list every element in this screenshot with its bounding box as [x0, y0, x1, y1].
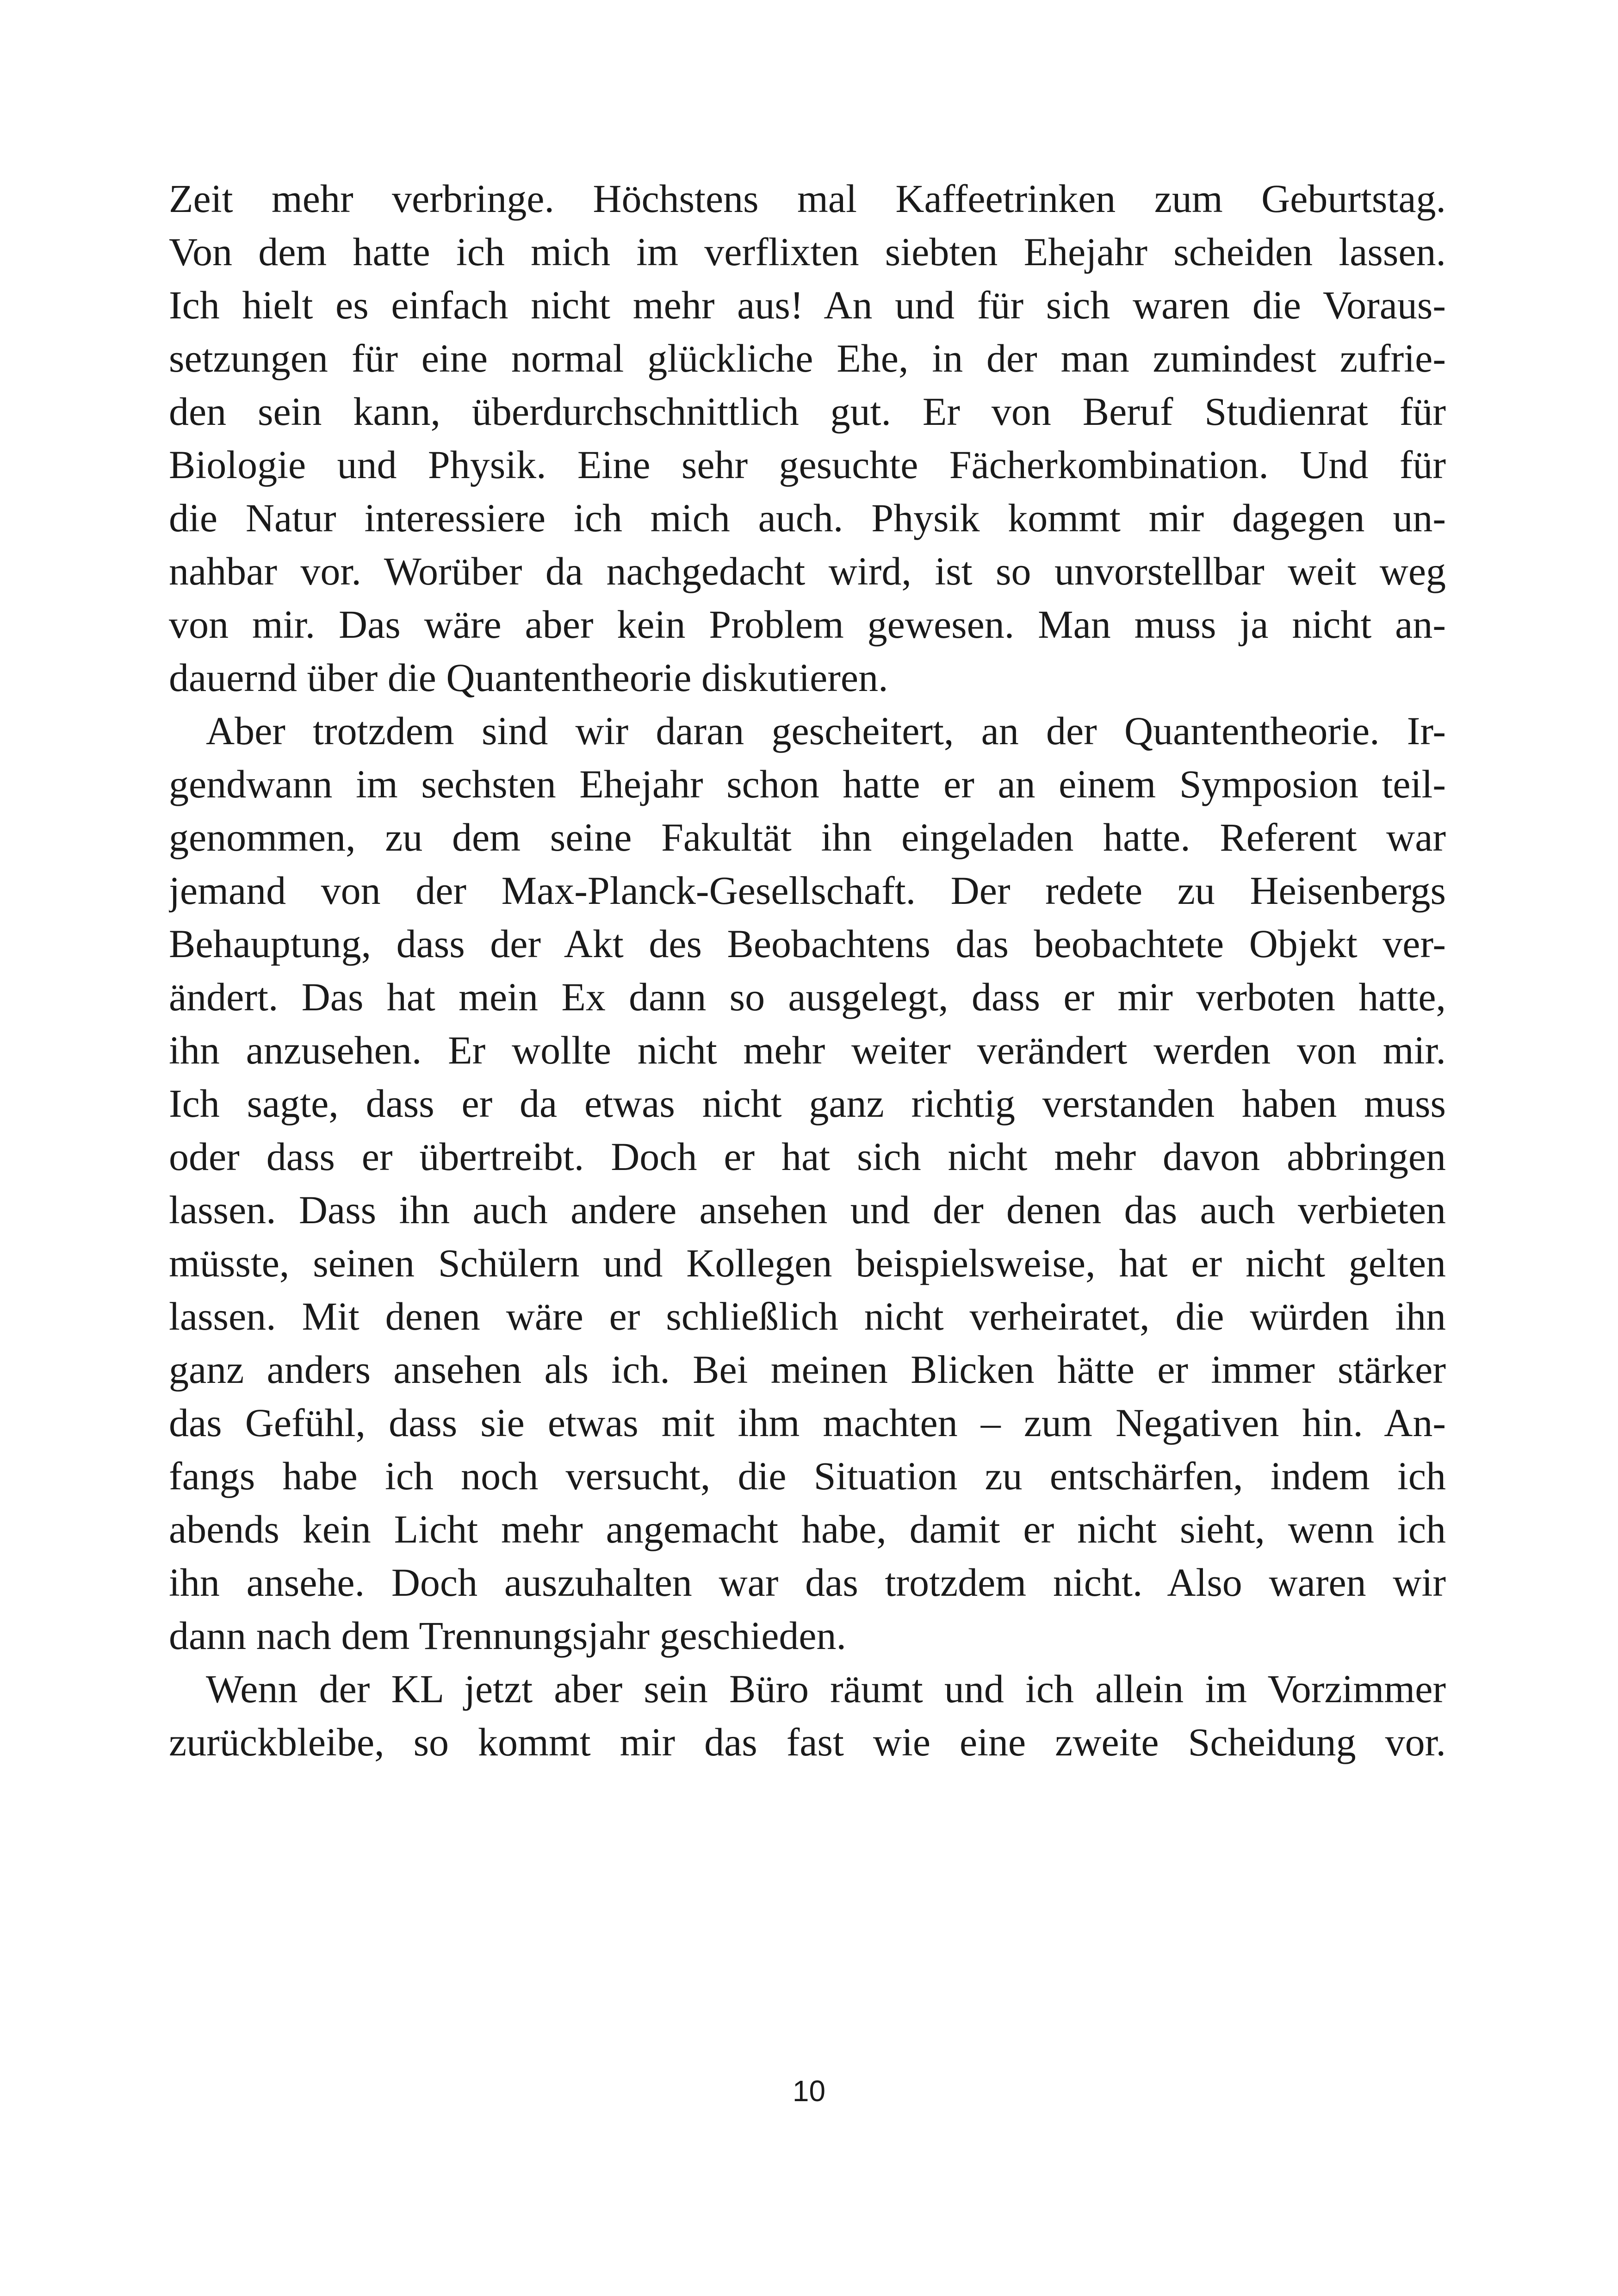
text-line: Ich hielt es einfach nicht mehr aus! An und für sich waren die Voraus-: [169, 283, 1446, 327]
text-line: abends kein Licht mehr angemacht habe, damit er nicht sieht, wenn ich: [169, 1507, 1446, 1551]
text-line: Ich sagte, dass er da etwas nicht ganz richtig verstanden haben muss: [169, 1081, 1446, 1126]
text-line: setzungen für eine normal glückliche Ehe, in der man zumindest zufrie-: [169, 336, 1446, 380]
text-line: das Gefühl, dass sie etwas mit ihm machten – zum Negativen hin. An-: [169, 1400, 1446, 1445]
text-line: fangs habe ich noch versucht, die Situation zu entschärfen, indem ich: [169, 1454, 1446, 1498]
text-line: Aber trotzdem sind wir daran gescheitert, an der Quantentheorie. Ir-: [206, 709, 1446, 753]
text-line: von mir. Das wäre aber kein Problem gewesen. Man muss ja nicht an-: [169, 602, 1446, 647]
body-text: [169, 172, 1446, 1769]
paragraph: [169, 1662, 1446, 1769]
text-line: ganz anders ansehen als ich. Bei meinen Blicken hätte er immer stärker: [169, 1347, 1446, 1392]
paragraph: [169, 172, 1446, 704]
text-line: zurückbleibe, so kommt mir das fast wie eine zweite Scheidung vor.: [169, 1720, 1446, 1764]
text-line: Wenn der KL jetzt aber sein Büro räumt und ich allein im Vorzimmer: [206, 1667, 1446, 1711]
text-line: den sein kann, überdurchschnittlich gut. Er von Beruf Studienrat für: [169, 389, 1446, 434]
text-line: Behauptung, dass der Akt des Beobachtens das beobachtete Objekt ver-: [169, 921, 1446, 966]
text-line: jemand von der Max-Planck-Gesellschaft. Der redete zu Heisenbergs: [169, 868, 1446, 913]
text-line: Zeit mehr verbringe. Höchstens mal Kaffeetrinken zum Geburtstag.: [169, 176, 1446, 221]
text-line: müsste, seinen Schülern und Kollegen beispielsweise, hat er nicht gelten: [169, 1241, 1446, 1285]
page-number: 10: [792, 2074, 826, 2108]
text-line: lassen. Dass ihn auch andere ansehen und der denen das auch verbieten: [169, 1188, 1446, 1232]
text-line: ihn ansehe. Doch auszuhalten war das trotzdem nicht. Also waren wir: [169, 1560, 1446, 1605]
text-line: oder dass er übertreibt. Doch er hat sich nicht mehr davon abbringen: [169, 1134, 1446, 1179]
text-line: gendwann im sechsten Ehejahr schon hatte er an einem Symposion teil-: [169, 762, 1446, 806]
text-line: genommen, zu dem seine Fakultät ihn eingeladen hatte. Referent war: [169, 815, 1446, 859]
text-line: Biologie und Physik. Eine sehr gesuchte Fächerkombination. Und für: [169, 442, 1446, 487]
text-line: nahbar vor. Worüber da nachgedacht wird, ist so unvorstellbar weit weg: [169, 549, 1446, 593]
text-line: lassen. Mit denen wäre er schließlich nicht verheiratet, die würden ihn: [169, 1294, 1446, 1338]
paragraph: [169, 704, 1446, 1662]
text-line: dann nach dem Trennungsjahr geschieden.: [169, 1613, 847, 1658]
text-line: ändert. Das hat mein Ex dann so ausgelegt, dass er mir verboten hatte,: [169, 975, 1446, 1019]
text-line: dauernd über die Quantentheorie diskutieren.: [169, 655, 888, 700]
text-line: ihn anzusehen. Er wollte nicht mehr weiter verändert werden von mir.: [169, 1028, 1446, 1072]
text-line: die Natur interessiere ich mich auch. Physik kommt mir dagegen un-: [169, 496, 1446, 540]
text-line: Von dem hatte ich mich im verflixten siebten Ehejahr scheiden lassen.: [169, 230, 1446, 274]
